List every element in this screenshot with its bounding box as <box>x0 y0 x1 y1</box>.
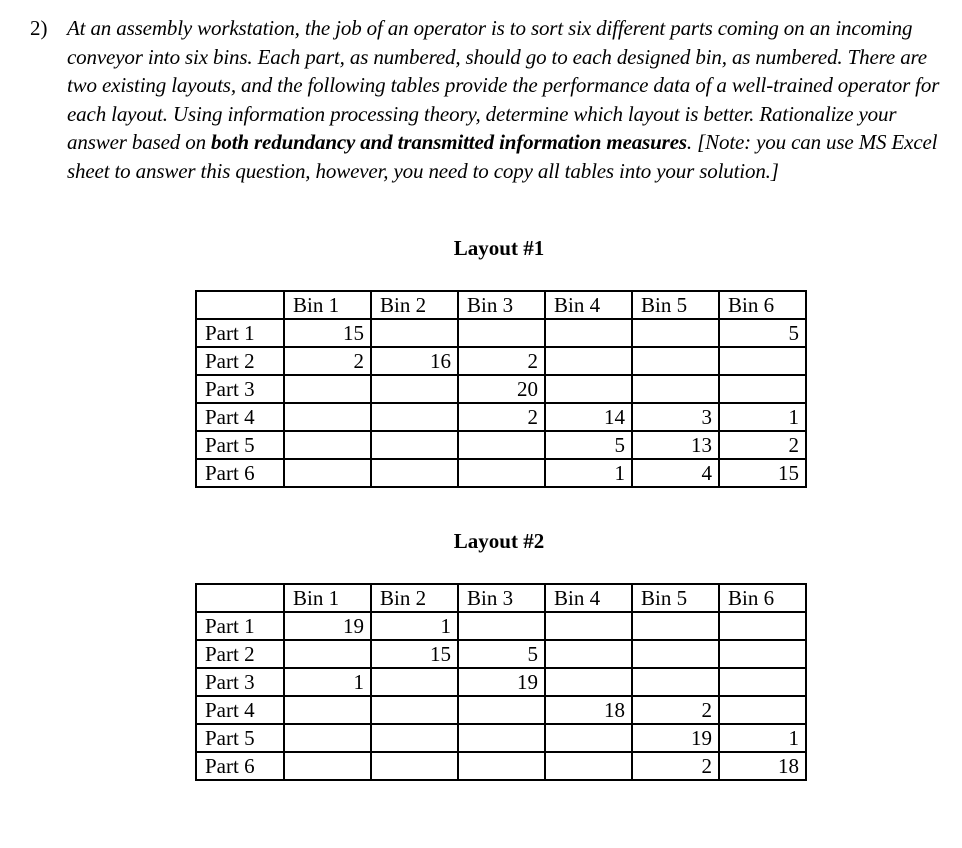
count-cell: 20 <box>458 375 545 403</box>
column-header-bin-5: Bin 5 <box>632 291 719 319</box>
row-label: Part 6 <box>196 752 284 780</box>
column-header-bin-6: Bin 6 <box>719 291 806 319</box>
header-row <box>196 584 806 612</box>
count-cell: 1 <box>371 612 458 640</box>
corner-cell <box>196 291 284 319</box>
count-cell <box>458 319 545 347</box>
count-cell <box>719 668 806 696</box>
column-header-bin-3: Bin 3 <box>458 584 545 612</box>
column-header-bin-4: Bin 4 <box>545 291 632 319</box>
row-label: Part 3 <box>196 668 284 696</box>
count-cell: 3 <box>632 403 719 431</box>
count-cell <box>371 319 458 347</box>
count-cell <box>371 668 458 696</box>
count-cell <box>545 724 632 752</box>
count-cell <box>632 347 719 375</box>
count-cell <box>458 612 545 640</box>
count-cell: 1 <box>545 459 632 487</box>
table-row <box>196 696 806 724</box>
count-cell: 4 <box>632 459 719 487</box>
count-cell: 16 <box>371 347 458 375</box>
table-row <box>196 724 806 752</box>
row-label: Part 1 <box>196 319 284 347</box>
table-row <box>196 668 806 696</box>
question-text <box>67 14 955 186</box>
question-number: 2) <box>30 16 48 40</box>
count-cell: 19 <box>458 668 545 696</box>
count-cell <box>632 668 719 696</box>
count-cell <box>284 640 371 668</box>
count-cell: 15 <box>284 319 371 347</box>
count-cell <box>371 459 458 487</box>
count-cell: 2 <box>632 696 719 724</box>
table-row <box>196 612 806 640</box>
column-header-bin-2: Bin 2 <box>371 584 458 612</box>
count-cell: 2 <box>719 431 806 459</box>
column-header-bin-1: Bin 1 <box>284 584 371 612</box>
row-label: Part 2 <box>196 347 284 375</box>
row-label: Part 5 <box>196 724 284 752</box>
row-label: Part 6 <box>196 459 284 487</box>
count-cell: 1 <box>719 403 806 431</box>
column-header-bin-2: Bin 2 <box>371 291 458 319</box>
count-cell <box>545 668 632 696</box>
count-cell: 1 <box>284 668 371 696</box>
count-cell: 19 <box>284 612 371 640</box>
row-label: Part 1 <box>196 612 284 640</box>
count-cell: 2 <box>458 403 545 431</box>
column-header-bin-1: Bin 1 <box>284 291 371 319</box>
question-text-part-3: . [Note: you can use MS Excel sheet to answer this question, however, you need to copy all tables into your solution.] <box>67 130 938 183</box>
question-block <box>30 14 955 186</box>
layout-1-table <box>195 290 807 488</box>
count-cell <box>284 752 371 780</box>
count-cell <box>545 319 632 347</box>
count-cell <box>371 752 458 780</box>
column-header-bin-5: Bin 5 <box>632 584 719 612</box>
count-cell <box>719 640 806 668</box>
layout-2-table <box>195 583 807 781</box>
count-cell <box>371 375 458 403</box>
row-label: Part 5 <box>196 431 284 459</box>
question-text-emphasis: both redundancy and transmitted information measures <box>211 130 687 155</box>
count-cell <box>284 696 371 724</box>
count-cell: 18 <box>719 752 806 780</box>
count-cell <box>458 696 545 724</box>
count-cell: 14 <box>545 403 632 431</box>
count-cell <box>458 459 545 487</box>
row-label: Part 2 <box>196 640 284 668</box>
count-cell: 1 <box>719 724 806 752</box>
count-cell <box>371 431 458 459</box>
count-cell <box>719 375 806 403</box>
table-row <box>196 640 806 668</box>
count-cell: 2 <box>458 347 545 375</box>
count-cell: 18 <box>545 696 632 724</box>
table-row <box>196 375 806 403</box>
count-cell <box>719 347 806 375</box>
table-row <box>196 403 806 431</box>
count-cell: 15 <box>719 459 806 487</box>
column-header-bin-3: Bin 3 <box>458 291 545 319</box>
corner-cell <box>196 584 284 612</box>
count-cell: 5 <box>545 431 632 459</box>
count-cell <box>371 724 458 752</box>
question-text-part-1: At an assembly workstation, the job of an operator is to sort six different parts coming on an incoming conveyor into six bins. Each part, as numbered, should go to each designed bin, as numbered. There are two existing layouts, and the following tables provide the performance data of a well-trained operator for each layout. Using information processing theory, determine which layout is better. Rationalize your answer based on <box>67 16 940 155</box>
count-cell <box>284 403 371 431</box>
count-cell <box>458 724 545 752</box>
count-cell <box>371 403 458 431</box>
count-cell <box>632 612 719 640</box>
row-label: Part 4 <box>196 403 284 431</box>
count-cell <box>719 612 806 640</box>
count-cell: 15 <box>371 640 458 668</box>
table-row <box>196 347 806 375</box>
table-row <box>196 752 806 780</box>
table-row <box>196 431 806 459</box>
layout-1-title: Layout #1 <box>453 236 545 260</box>
header-row <box>196 291 806 319</box>
count-cell: 2 <box>632 752 719 780</box>
column-header-bin-4: Bin 4 <box>545 584 632 612</box>
count-cell <box>545 375 632 403</box>
count-cell <box>284 375 371 403</box>
count-cell <box>632 375 719 403</box>
count-cell <box>632 640 719 668</box>
count-cell <box>284 724 371 752</box>
count-cell <box>371 696 458 724</box>
table-row <box>196 459 806 487</box>
table-row <box>196 319 806 347</box>
count-cell <box>545 347 632 375</box>
count-cell <box>284 459 371 487</box>
count-cell: 13 <box>632 431 719 459</box>
row-label: Part 3 <box>196 375 284 403</box>
count-cell <box>545 640 632 668</box>
count-cell <box>719 696 806 724</box>
count-cell: 5 <box>719 319 806 347</box>
row-label: Part 4 <box>196 696 284 724</box>
count-cell <box>545 612 632 640</box>
count-cell <box>632 319 719 347</box>
count-cell <box>458 431 545 459</box>
count-cell <box>545 752 632 780</box>
count-cell: 2 <box>284 347 371 375</box>
count-cell <box>458 752 545 780</box>
count-cell <box>284 431 371 459</box>
count-cell: 19 <box>632 724 719 752</box>
column-header-bin-6: Bin 6 <box>719 584 806 612</box>
layout-2-title: Layout #2 <box>453 529 545 553</box>
count-cell: 5 <box>458 640 545 668</box>
